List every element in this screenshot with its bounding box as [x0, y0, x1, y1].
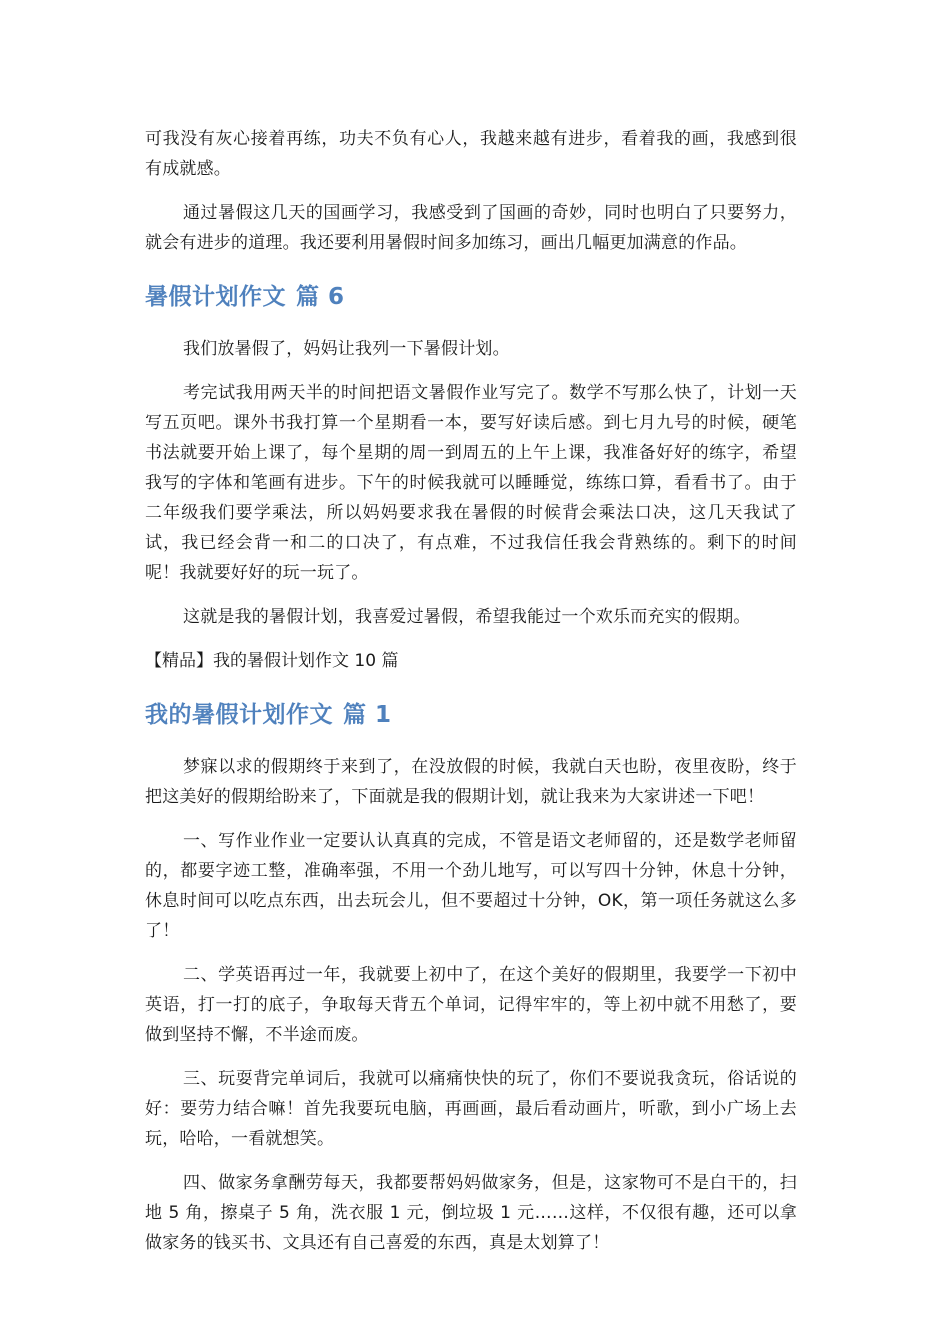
heading-title: 暑假计划作文 — [145, 284, 286, 310]
heading-number: 篇 6 — [296, 284, 345, 310]
paragraph: 一、写作业作业一定要认认真真的完成，不管是语文老师留的，还是数学老师留的，都要字迹工整，准确率强，不用一个劲儿地写，可以写四十分钟，休息十分钟，休息时间可以吃点东西，出去玩会儿，但不要超过十分钟，OK，第一项任务就这么多了！ — [145, 831, 797, 941]
paragraph: 二、学英语再过一年，我就要上初中了，在这个美好的假期里，我要学一下初中英语，打一打的底子，争取每天背五个单词，记得牢牢的，等上初中就不用愁了，要做到坚持不懈，不半途而废。 — [145, 965, 797, 1045]
section-heading — [145, 280, 797, 314]
section-heading — [145, 698, 797, 732]
paragraph: 这就是我的暑假计划，我喜爱过暑假，希望我能过一个欢乐而充实的假期。 — [183, 607, 751, 627]
heading-number: 篇 1 — [343, 702, 392, 728]
collection-title: 【精品】我的暑假计划作文 10 篇 — [145, 651, 399, 671]
document-page — [145, 124, 797, 1272]
heading-title: 我的暑假计划作文 — [145, 702, 333, 728]
paragraph: 三、玩耍背完单词后，我就可以痛痛快快的玩了，你们不要说我贪玩，俗话说的好：要劳力结合嘛！首先我要玩电脑，再画画，最后看动画片，听歌，到小广场上去玩，哈哈，一看就想笑。 — [145, 1069, 797, 1149]
paragraph: 梦寐以求的假期终于来到了，在没放假的时候，我就白天也盼，夜里夜盼，终于把这美好的假期给盼来了，下面就是我的假期计划，就让我来为大家讲述一下吧！ — [145, 757, 797, 807]
paragraph: 考完试我用两天半的时间把语文暑假作业写完了。数学不写那么快了，计划一天写五页吧。课外书我打算一个星期看一本，要写好读后感。到七月九号的时候，硬笔书法就要开始上课了，每个星期的周一到周五的上午上课，我准备好好的练字，希望我写的字体和笔画有进步。下午的时候我就可以睡睡觉，练练口算，看看书了。由于二年级我们要学乘法，所以妈妈要求我在暑假的时候背会乘法口决，这几天我试了试，我已经会背一和二的口决了，有点难，不过我信任我会背熟练的。剩下的时间呢！我就要好好的玩一玩了。 — [145, 383, 797, 583]
paragraph: 可我没有灰心接着再练，功夫不负有心人，我越来越有进步，看着我的画，我感到很有成就感。 — [145, 129, 797, 179]
paragraph: 四、做家务拿酬劳每天，我都要帮妈妈做家务，但是，这家物可不是白干的，扫地 5 角，擦桌子 5 角，洗衣服 1 元，倒垃圾 1 元……这样，不仅很有趣，还可以拿做家务的钱买书、文具还有自己喜爱的东西，真是太划算了！ — [145, 1173, 797, 1253]
paragraph: 我们放暑假了，妈妈让我列一下暑假计划。 — [183, 339, 510, 359]
paragraph: 通过暑假这几天的国画学习，我感受到了国画的奇妙，同时也明白了只要努力，就会有进步的道理。我还要利用暑假时间多加练习，画出几幅更加满意的作品。 — [145, 203, 797, 253]
